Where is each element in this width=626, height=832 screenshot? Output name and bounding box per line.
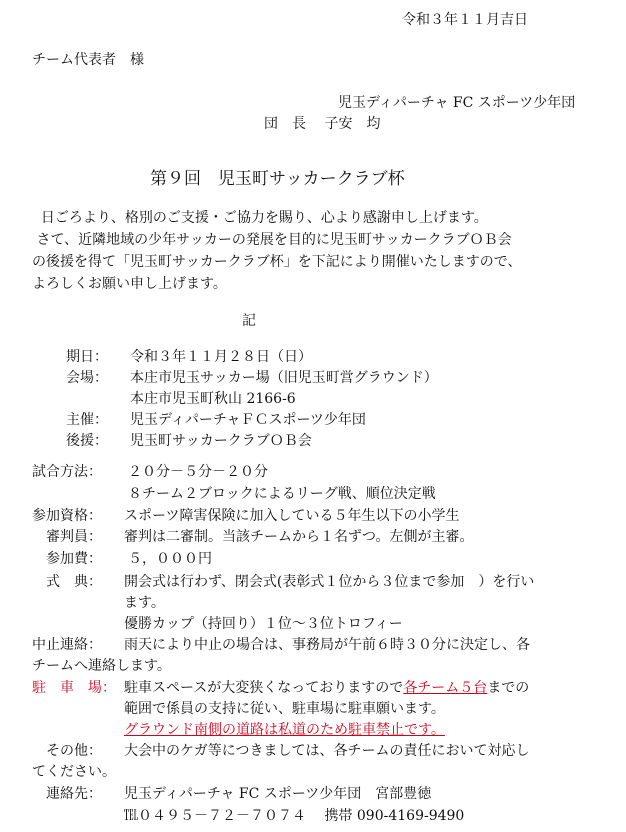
ceremony-value-2: ます。 (124, 595, 165, 611)
other-value-2: てください。 (32, 764, 116, 780)
intro-line-1: 日ごろより、格別のご支援・ご協力を賜り、心より感謝申し上げます。 (40, 210, 488, 226)
support-value: 児玉町サッカークラブＯＢ会 (130, 433, 312, 449)
issue-date: 令和３年１１月吉日 (402, 12, 528, 28)
referee-value: 審判は二審制。当該チームから１名ずつ。左側が主審。 (124, 529, 474, 545)
cancel-label: 中止連絡： (32, 637, 102, 653)
cancel-value-2: チームへ連絡します。 (32, 658, 171, 674)
ceremony-label: 式 典： (46, 574, 102, 590)
parking-limit-highlight: 各チーム５台 (403, 680, 488, 696)
method-value-2: ８チーム２ブロックによるリーグ戦、順位決定戦 (128, 486, 436, 502)
eligibility-value: スポーツ障害保険に加入している５年生以下の小学生 (124, 508, 460, 524)
referee-label: 審判員： (46, 529, 102, 545)
parking-value: 駐車スペースが大変狭くなっておりますので各チーム５台までの (124, 680, 530, 696)
intro-line-2: さて、近隣地域の少年サッカーの発展を目的に児玉町サッカークラブＯＢ会 (36, 232, 512, 248)
method-value: ２０分－５分－２０分 (128, 464, 268, 480)
intro-line-4: よろしくお願い申し上げます。 (32, 276, 227, 292)
other-value: 大会中のケガ等につきましては、各チームの責任において対応し (124, 743, 530, 759)
cancel-value: 雨天により中止の場合は、事務局が午前６時３０分に決定し、各 (124, 637, 530, 653)
venue-address: 本庄市児玉町秋山 2166-6 (130, 391, 296, 407)
contact-label: 連絡先： (46, 786, 102, 802)
sender-org: 児玉ディパーチャ FC スポーツ少年団 (338, 95, 576, 111)
parking-value-2: 範囲で係員の支持に従い、駐車場に駐車願います。 (124, 701, 445, 717)
date-label: 期日： (66, 349, 108, 365)
date-value: 令和３年１１月２８日（日） (130, 349, 312, 365)
other-label: その他： (46, 743, 102, 759)
venue-value: 本庄市児玉サッカー場（旧児玉町営グラウンド） (130, 370, 438, 386)
ki-heading: 記 (242, 313, 256, 329)
eligibility-label: 参加資格： (32, 508, 102, 524)
support-label: 後援： (66, 433, 108, 449)
method-label: 試合方法： (32, 464, 102, 480)
parking-warning: グラウンド南側の道路は私道のため駐車禁止です。 (124, 722, 445, 738)
parking-label: 駐 車 場： (32, 680, 116, 696)
contact-value: 児玉ディパーチャ FC スポーツ少年団 宮部豊徳 (124, 786, 432, 802)
ceremony-value: 開会式は行わず、閉会式(表彰式１位から３位まで参加 ）を行い (124, 574, 535, 590)
fee-value: ５，０００円 (128, 551, 212, 567)
intro-line-3: の後援を得て「児玉町サッカークラブ杯」を下記により開催いたしますので、 (32, 254, 522, 270)
host-value: 児玉ディパーチャＦＣスポーツ少年団 (130, 412, 366, 428)
fee-label: 参加費： (46, 551, 102, 567)
document-title: 第９回 児玉町サッカークラブ杯 (150, 169, 405, 189)
ceremony-value-3: 優勝カップ（持回り）１位～３位トロフィー (124, 616, 403, 632)
recipient: チーム代表者 様 (32, 52, 144, 68)
sender-leader: 団 長 子安 均 (264, 116, 381, 132)
host-label: 主催： (66, 412, 108, 428)
contact-tel: ℡０４９５－７２－７０７４ 携帯 090-4169-9490 (124, 808, 465, 824)
venue-label: 会場： (66, 370, 108, 386)
